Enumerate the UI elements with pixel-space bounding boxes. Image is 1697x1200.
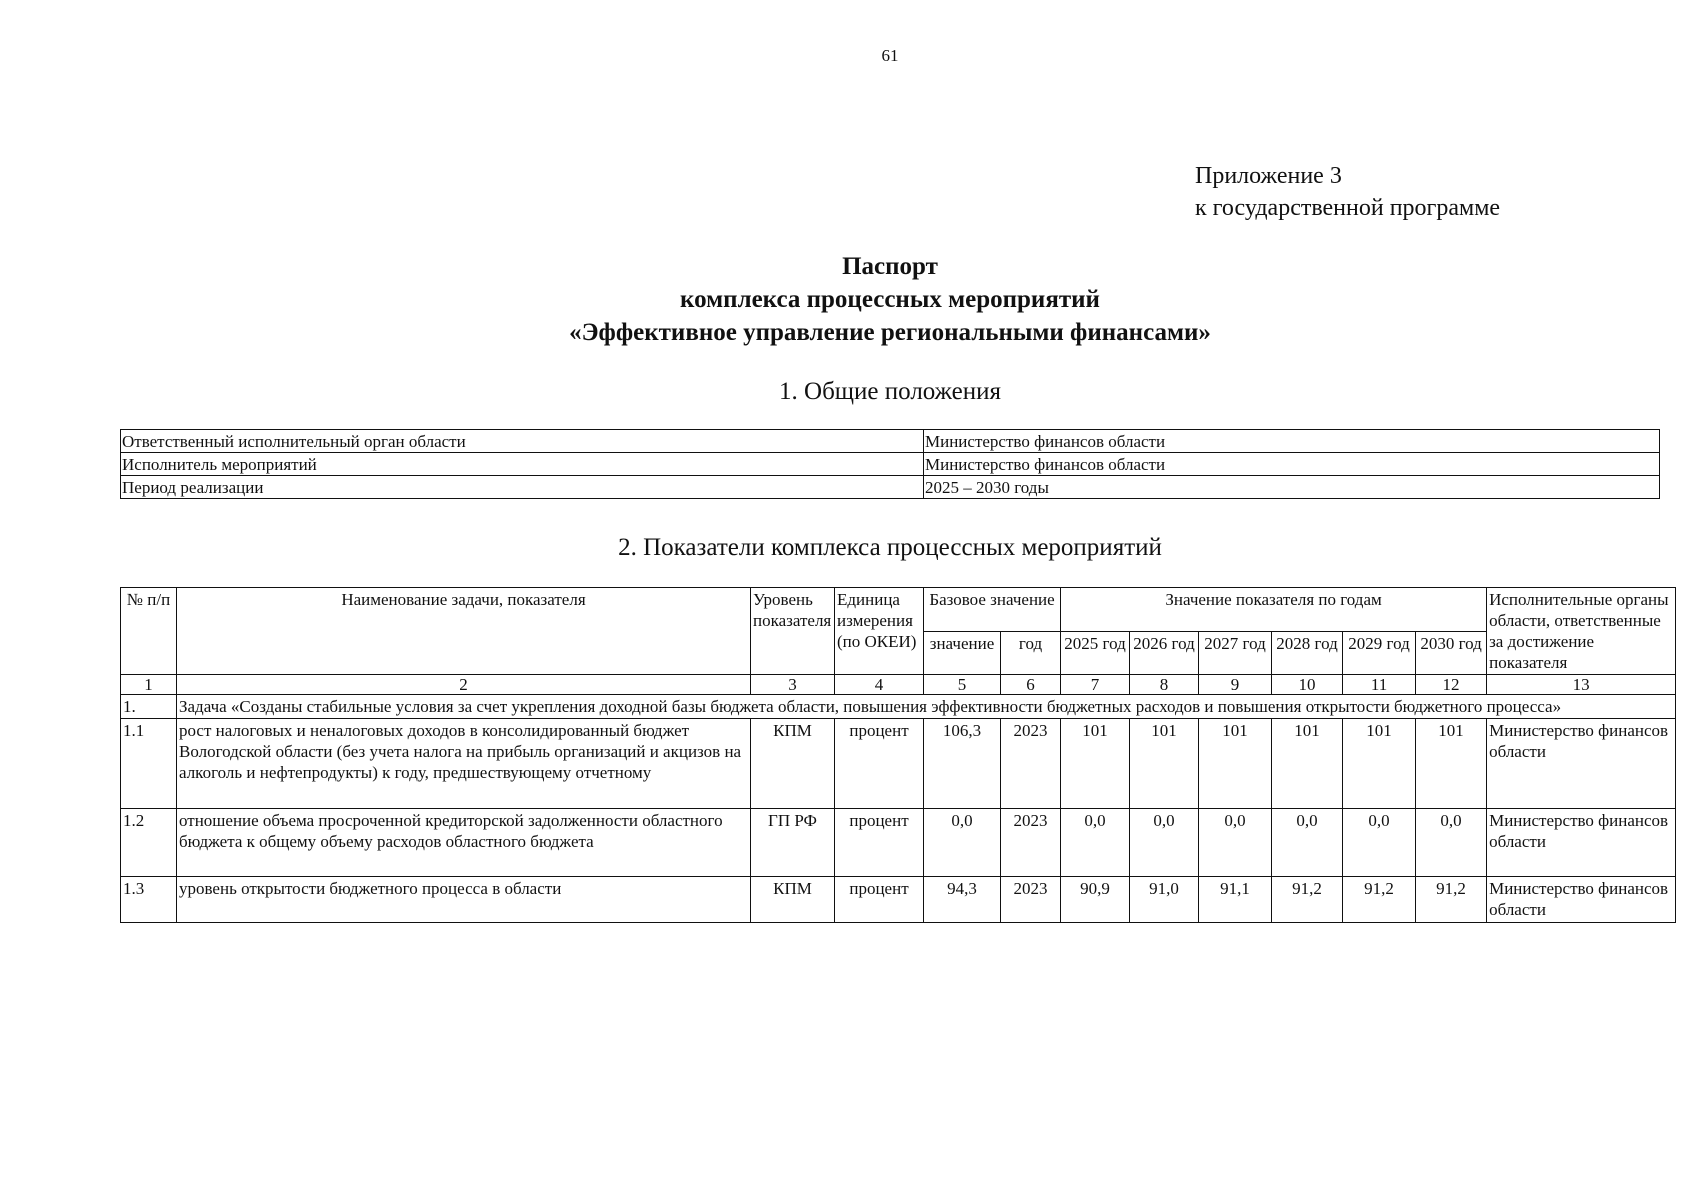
row-value-2030: 91,2 xyxy=(1416,877,1487,923)
header-executors: Исполнительные органы области, ответственные за достижение показателя xyxy=(1487,588,1676,675)
row-value: Министерство финансов области xyxy=(924,430,1660,453)
row-level: ГП РФ xyxy=(751,809,835,877)
table-row xyxy=(121,877,1676,923)
column-number: 2 xyxy=(177,675,751,695)
title-line-2: комплекса процессных мероприятий xyxy=(680,286,1100,313)
header-base: Базовое значение xyxy=(924,588,1061,632)
column-number: 5 xyxy=(924,675,1001,695)
row-unit: процент xyxy=(835,719,924,809)
row-name: отношение объема просроченной кредиторской задолженности областного бюджета к общему объему расходов областного бюджета xyxy=(177,809,751,877)
row-label: Ответственный исполнительный орган области xyxy=(121,430,924,453)
row-base-value: 106,3 xyxy=(924,719,1001,809)
row-base-year: 2023 xyxy=(1001,877,1061,923)
row-value-2025: 90,9 xyxy=(1061,877,1130,923)
row-value-2030: 0,0 xyxy=(1416,809,1487,877)
table-row xyxy=(121,430,1660,453)
column-number: 11 xyxy=(1343,675,1416,695)
row-name: рост налоговых и неналоговых доходов в консолидированный бюджет Вологодской области (без учета налога на прибыль организаций и акцизов на алкоголь и нефтепродукты) к году, предшествующему отчетному xyxy=(177,719,751,809)
row-value-2030: 101 xyxy=(1416,719,1487,809)
header-year: 2027 год xyxy=(1199,631,1272,675)
row-value: 2025 – 2030 годы xyxy=(924,476,1660,499)
row-value-2028: 0,0 xyxy=(1272,809,1343,877)
section-2-heading: 2. Показатели комплекса процессных мероприятий xyxy=(618,534,1162,561)
row-value-2028: 91,2 xyxy=(1272,877,1343,923)
table-row xyxy=(121,453,1660,476)
header-level: Уровень показателя xyxy=(751,588,835,675)
header-unit: Единица измерения (по ОКЕИ) xyxy=(835,588,924,675)
row-num: 1.3 xyxy=(121,877,177,923)
general-provisions-table xyxy=(120,429,1660,499)
column-number: 7 xyxy=(1061,675,1130,695)
title-line-3: «Эффективное управление региональными финансами» xyxy=(569,319,1211,346)
appendix-line-1: Приложение 3 xyxy=(1195,163,1342,189)
row-value-2027: 0,0 xyxy=(1199,809,1272,877)
column-number: 1 xyxy=(121,675,177,695)
row-base-year: 2023 xyxy=(1001,719,1061,809)
row-value-2025: 101 xyxy=(1061,719,1130,809)
row-label: Период реализации xyxy=(121,476,924,499)
row-label: Исполнитель мероприятий xyxy=(121,453,924,476)
row-name: уровень открытости бюджетного процесса в области xyxy=(177,877,751,923)
row-base-value: 94,3 xyxy=(924,877,1001,923)
document-title xyxy=(0,250,1697,349)
row-value-2027: 91,1 xyxy=(1199,877,1272,923)
header-year: 2026 год xyxy=(1130,631,1199,675)
row-base-year: 2023 xyxy=(1001,809,1061,877)
header-by-years: Значение показателя по годам xyxy=(1061,588,1487,632)
row-executor: Министерство финансов области xyxy=(1487,877,1676,923)
header-name: Наименование задачи, показателя xyxy=(177,588,751,675)
header-base-year: год xyxy=(1001,631,1061,675)
row-value-2028: 101 xyxy=(1272,719,1343,809)
row-value-2026: 91,0 xyxy=(1130,877,1199,923)
column-number: 3 xyxy=(751,675,835,695)
header-num: № п/п xyxy=(121,588,177,675)
header-row xyxy=(121,588,1676,632)
column-number: 13 xyxy=(1487,675,1676,695)
row-num: 1.2 xyxy=(121,809,177,877)
row-value-2026: 101 xyxy=(1130,719,1199,809)
row-num: 1.1 xyxy=(121,719,177,809)
appendix-line-2: к государственной программе xyxy=(1195,195,1501,221)
row-executor: Министерство финансов области xyxy=(1487,809,1676,877)
page-number: 61 xyxy=(881,46,899,65)
header-year: 2029 год xyxy=(1343,631,1416,675)
row-base-value: 0,0 xyxy=(924,809,1001,877)
appendix-note xyxy=(1195,160,1500,224)
column-number: 9 xyxy=(1199,675,1272,695)
header-year: 2030 год xyxy=(1416,631,1487,675)
row-unit: процент xyxy=(835,809,924,877)
task-row xyxy=(121,695,1676,719)
column-number: 10 xyxy=(1272,675,1343,695)
row-value-2027: 101 xyxy=(1199,719,1272,809)
row-value-2029: 91,2 xyxy=(1343,877,1416,923)
column-numbers-row xyxy=(121,675,1676,695)
column-number: 4 xyxy=(835,675,924,695)
indicators-table xyxy=(120,587,1676,923)
row-level: КПМ xyxy=(751,719,835,809)
task-text: Задача «Созданы стабильные условия за счет укрепления доходной базы бюджета области, повышения эффективности бюджетных расходов и повышения открытости бюджетного процесса» xyxy=(177,695,1676,719)
row-value: Министерство финансов области xyxy=(924,453,1660,476)
row-value-2029: 101 xyxy=(1343,719,1416,809)
column-number: 8 xyxy=(1130,675,1199,695)
column-number: 6 xyxy=(1001,675,1061,695)
header-year: 2028 год xyxy=(1272,631,1343,675)
task-num: 1. xyxy=(121,695,177,719)
row-level: КПМ xyxy=(751,877,835,923)
title-line-1: Паспорт xyxy=(842,253,938,280)
column-number: 12 xyxy=(1416,675,1487,695)
row-value-2025: 0,0 xyxy=(1061,809,1130,877)
row-value-2026: 0,0 xyxy=(1130,809,1199,877)
table-row xyxy=(121,719,1676,809)
row-value-2029: 0,0 xyxy=(1343,809,1416,877)
section-1-heading: 1. Общие положения xyxy=(779,378,1001,405)
header-base-value: значение xyxy=(924,631,1001,675)
header-year: 2025 год xyxy=(1061,631,1130,675)
row-executor: Министерство финансов области xyxy=(1487,719,1676,809)
table-row xyxy=(121,809,1676,877)
table-row xyxy=(121,476,1660,499)
row-unit: процент xyxy=(835,877,924,923)
